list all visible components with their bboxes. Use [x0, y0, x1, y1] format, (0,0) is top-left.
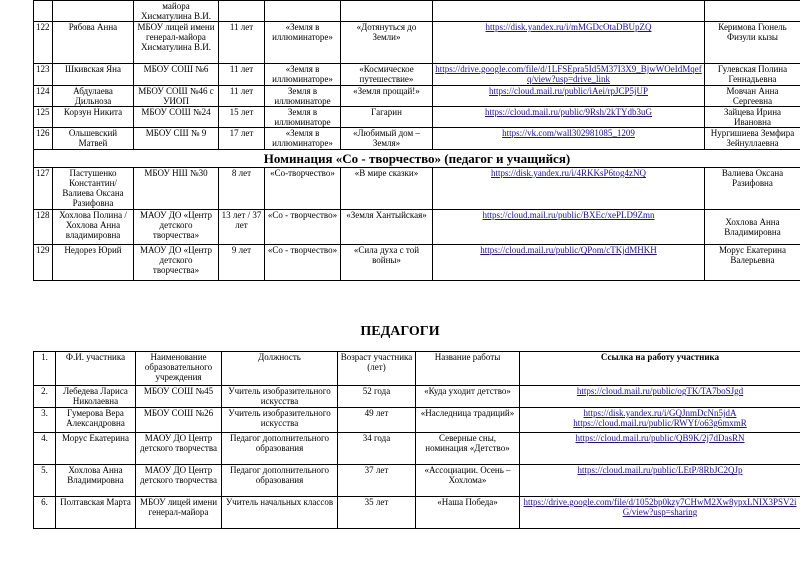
participant-name: Морус Екатерина — [56, 433, 136, 465]
table-row — [34, 64, 800, 86]
nomination-cell: «Со - творчество» — [265, 210, 341, 245]
school-cell: МАОУ ДО Центр детского творчества — [136, 433, 222, 465]
work-title-cell: Гагарин — [341, 107, 433, 128]
work-link[interactable]: https://cloud.mail.ru/public/9Rsh/2kTYdb3uG — [485, 107, 652, 117]
row-number: 128 — [34, 210, 53, 245]
school-cell: МБОУ СОШ №6 — [134, 64, 219, 86]
section-title: ПЕДАГОГИ — [360, 324, 440, 339]
table-header-row — [34, 352, 800, 386]
age-cell: 49 лет — [338, 408, 416, 433]
nomination-row — [34, 150, 800, 168]
age-cell: 17 лет — [219, 128, 265, 150]
work-link[interactable]: https://drive.google.com/file/d/1LFSEpra5Id5M37I3X9_BjwWOeIdMqefq/view?usp=drive_link — [435, 64, 702, 84]
participant-name: Гумерова Вера Александровна — [56, 408, 136, 433]
age-cell: 9 лет — [219, 245, 265, 281]
school-cell: МБОУ СОШ №45 — [136, 386, 222, 408]
work-title-cell: «Земля прощай!» — [341, 86, 433, 107]
nomination-cell: «Со - творчество» — [265, 245, 341, 281]
work-link[interactable]: https://cloud.mail.ru/public/QB9K/2j7dDasRN — [575, 433, 745, 443]
teacher-cell: Морус Екатерина Валерьевна — [705, 245, 800, 281]
table-row — [34, 408, 800, 433]
position-cell: Учитель начальных классов — [222, 497, 338, 529]
age-cell: 37 лет — [338, 465, 416, 497]
participant-name: Недорез Юрий — [53, 245, 134, 281]
nomination-cell: «Земля в иллюминаторе» — [265, 22, 341, 64]
school-cell: МБОУ СОШ №24 — [134, 107, 219, 128]
table-row — [34, 22, 800, 64]
row-number: 3. — [34, 408, 56, 433]
work-title-cell: Северные сны, номинация «Детство» — [416, 433, 520, 465]
age-cell: 13 лет / 37 лет — [219, 210, 265, 245]
teacher-cell: Хохлова Анна Владимировна — [705, 210, 800, 245]
school-cell: МАОУ ДО Центр детского творчества — [136, 465, 222, 497]
position-cell: Учитель изобразительного искусства — [222, 386, 338, 408]
work-title-cell: «Дотянуться до Земли» — [341, 22, 433, 64]
teacher-cell: Мовчан Анна Сергеевна — [705, 86, 800, 107]
work-title-cell: «Куда уходит детство» — [416, 386, 520, 408]
age-cell: 11 лет — [219, 86, 265, 107]
row-number: 124 — [34, 86, 53, 107]
nomination-cell: «Земля в иллюминаторе» — [265, 128, 341, 150]
age-cell: 35 лет — [338, 497, 416, 529]
work-link[interactable]: https://cloud.mail.ru/public/iAei/rpJCP5jUP — [489, 86, 648, 96]
nomination-cell: «Со-творчество» — [265, 168, 341, 210]
teacher-cell: Нургишиева Земфира Зейнуллаевна — [705, 128, 800, 150]
participant-name: Шкивская Яна — [53, 64, 134, 86]
table-row — [34, 107, 800, 128]
nomination-cell: «Земля в иллюминаторе» — [265, 64, 341, 86]
nomination-cell: Земля в иллюминаторе — [265, 86, 341, 107]
teacher-cell: Гулевская Полина Геннадьевна — [705, 64, 800, 86]
row-number: 129 — [34, 245, 53, 281]
participant-name: Абдулаева Дильноза — [53, 86, 134, 107]
nomination-cell: Земля в иллюминаторе — [265, 107, 341, 128]
work-link[interactable]: https://disk.yandex.ru/i/mMGDcOtaDBUpZQ — [485, 22, 652, 32]
nomination-title: Номинация «Со - творчество» (педагог и учащийся) — [34, 150, 800, 168]
participant-name: Хохлова Анна Владимировна — [56, 465, 136, 497]
teacher-cell: Зайцева Ирина Ивановна — [705, 107, 800, 128]
school-cell: МБОУ СШ № 9 — [134, 128, 219, 150]
row-number: 127 — [34, 168, 53, 210]
participant-name: Корзун Никита — [53, 107, 134, 128]
row-number: 5. — [34, 465, 56, 497]
work-title-cell: «Земля Хантыйская» — [341, 210, 433, 245]
work-link[interactable]: https://drive.google.com/file/d/1052bp0kzy7CHwM2Xw8ypxLNIX3PSV2iG/view?usp=sharing — [523, 497, 797, 517]
school-cell: МБОУ СОШ №46 с УИОП — [134, 86, 219, 107]
table-row — [34, 497, 800, 529]
work-title-cell: «Наследница традиций» — [416, 408, 520, 433]
header-work: Название работы — [416, 352, 520, 386]
school-cell: МАОУ ДО «Центр детского творчества» — [134, 210, 219, 245]
age-cell: 8 лет — [219, 168, 265, 210]
school-cell: майора Хисматулина В.И. — [134, 1, 219, 22]
position-cell: Учитель изобразительного искусства — [222, 408, 338, 433]
header-position: Должность — [222, 352, 338, 386]
school-cell: МБОУ лицей имени генерал-майора — [136, 497, 222, 529]
teachers-table — [33, 351, 800, 529]
age-cell: 15 лет — [219, 107, 265, 128]
work-title-cell: «Ассоциации. Осень – Хохлома» — [416, 465, 520, 497]
table-row — [34, 386, 800, 408]
participant-name: Хохлова Полина / Хохлова Анна владимировна — [53, 210, 134, 245]
work-link[interactable]: https://disk.yandex.ru/i/4RKKsP6tog4zNQ — [491, 168, 646, 178]
teacher-cell: Валиева Оксана Разифовна — [705, 168, 800, 210]
work-link[interactable]: https://cloud.mail.ru/public/ogTK/TA7boSJgd — [576, 386, 744, 396]
work-link[interactable]: https://vk.com/wall302981085_1209 — [502, 128, 635, 138]
position-cell: Педагог дополнительного образования — [222, 433, 338, 465]
work-link[interactable]: https://cloud.mail.ru/public/RWYf/o63g6mxmR — [573, 418, 747, 428]
table-row — [34, 210, 800, 245]
age-cell: 34 года — [338, 433, 416, 465]
work-link[interactable]: https://disk.yandex.ru/i/GQJnmDcNn5jdA — [583, 408, 737, 418]
participant-name: Лебедева Лариса Николаевна — [56, 386, 136, 408]
work-title-cell: «Любимый дом – Земля» — [341, 128, 433, 150]
table-row — [34, 86, 800, 107]
row-number: 126 — [34, 128, 53, 150]
row-number: 4. — [34, 433, 56, 465]
work-title-cell: «Сила духа с той войны» — [341, 245, 433, 281]
header-link: Ссылка на работу участника — [520, 352, 800, 386]
age-cell: 11 лет — [219, 22, 265, 64]
row-number: 123 — [34, 64, 53, 86]
row-number: 6. — [34, 497, 56, 529]
table-row — [34, 245, 800, 281]
participant-name: Ольшевский Матвей — [53, 128, 134, 150]
table-row — [34, 465, 800, 497]
work-link[interactable]: https://cloud.mail.ru/public/QPom/cTKjdMHKH — [480, 245, 657, 255]
position-cell: Педагог дополнительного образования — [222, 465, 338, 497]
header-number: 1. — [34, 352, 56, 386]
work-title-cell: «Наша Победа» — [416, 497, 520, 529]
row-number: 125 — [34, 107, 53, 128]
table-row — [34, 433, 800, 465]
participant-name: Пастушенко Константин/ Валиева Оксана Разифовна — [53, 168, 134, 210]
table-row — [34, 1, 800, 22]
table-row — [34, 168, 800, 210]
header-school: Наименование образовательного учреждения — [136, 352, 222, 386]
teacher-cell: Керимова Гюнель Физули кызы — [705, 22, 800, 64]
work-link[interactable]: https://cloud.mail.ru/public/LEtP/8RbJC2QJp — [577, 465, 743, 475]
school-cell: МБОУ лицей имени генерал-майора Хисматулина В.И. — [134, 22, 219, 64]
school-cell: МБОУ СОШ №26 — [136, 408, 222, 433]
table-row — [34, 128, 800, 150]
work-title-cell: «В мире сказки» — [341, 168, 433, 210]
age-cell: 52 года — [338, 386, 416, 408]
participant-name: Полтавская Марта — [56, 497, 136, 529]
participant-name: Рябова Анна — [53, 22, 134, 64]
school-cell: МАОУ ДО «Центр детского творчества» — [134, 245, 219, 281]
row-number: 2. — [34, 386, 56, 408]
work-link[interactable]: https://cloud.mail.ru/public/BXEc/xePLD9Zmn — [482, 210, 655, 220]
header-name: Ф.И. участника — [56, 352, 136, 386]
row-number: 122 — [34, 22, 53, 64]
work-title-cell: «Космическое путешествие» — [341, 64, 433, 86]
participants-table — [33, 0, 800, 281]
age-cell: 11 лет — [219, 64, 265, 86]
header-age: Возраст участника (лет) — [338, 352, 416, 386]
school-cell: МБОУ НШ №30 — [134, 168, 219, 210]
